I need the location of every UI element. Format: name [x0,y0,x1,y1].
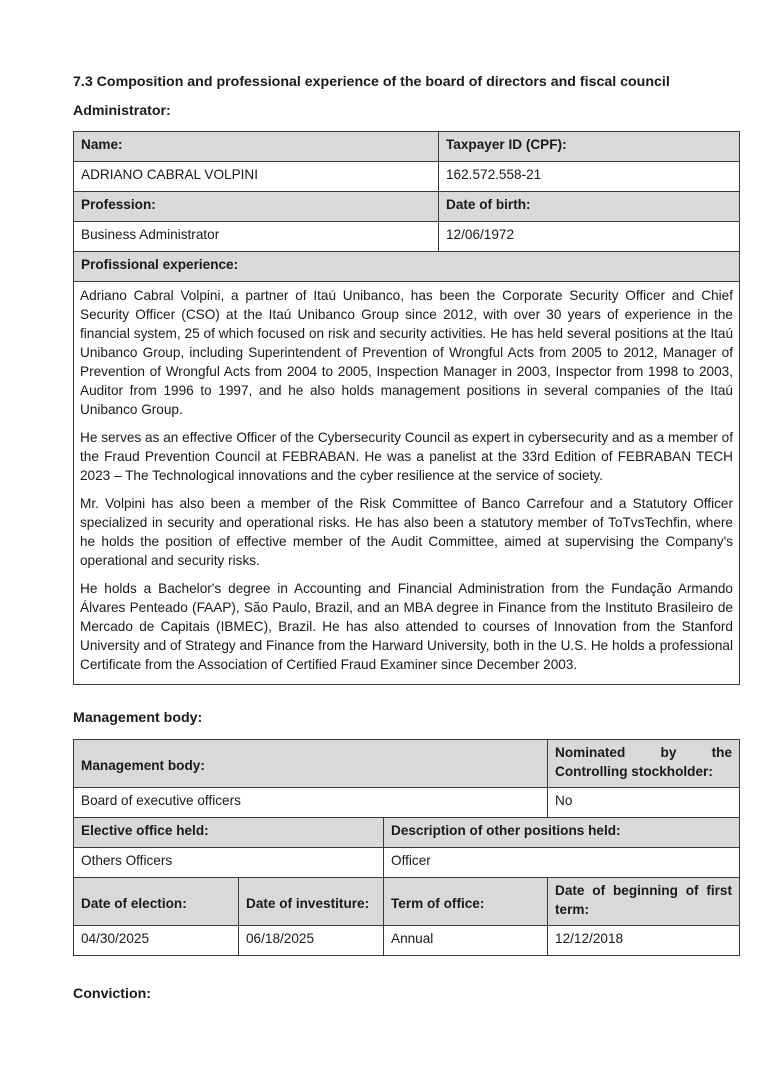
section-title: 7.3 Composition and professional experience of the board of directors and fiscal council [73,74,670,90]
management-table [73,739,740,956]
profession-value: Business Administrator [74,222,439,252]
conviction-label: Conviction: [73,986,152,1002]
experience-paragraph: He holds a Bachelor's degree in Accounting and Financial Administration from the Fundação Armando Álvares Penteado (FAAP), São Paulo, Brazil, and an MBA degree in Finance from the Instituto Brasileiro de Mercado de Capitais (IBMEC), Brazil. He has also attended to courses of Innovation from the Stanford University and of Strategy and Finance from the Harward University, both in the U.S. He holds a professional Certificate from the Association of Certified Fraud Examiner since December 2003. [80,581,733,672]
investiture-date-value: 06/18/2025 [239,926,384,956]
administrator-table [73,131,740,685]
cpf-label: Taxpayer ID (CPF): [439,132,740,162]
table-row [74,878,740,926]
table-row [74,740,740,788]
table-row [74,252,740,282]
experience-text [74,282,740,685]
elective-office-value: Others Officers [74,848,384,878]
experience-paragraph: Adriano Cabral Volpini, a partner of Itaú Unibanco, has been the Corporate Security Officer and Chief Security Officer (CSO) at the Itaú Unibanco Group since 2012, with over 30 years of experience in the financial system, 25 of which focused on risk and security activities. He has held several positions at the Itaú Unibanco Group, including Superintendent of Prevention of Wrongful Acts from 2005 to 2012, Manager of Prevention of Wrongful Acts from 2004 to 2005, Inspection Manager in 2003, Inspector from 1998 to 2003, Auditor from 1996 to 1997, and he also holds management positions in several companies of the Itaú Unibanco Group. [80,288,733,417]
term-label: Term of office: [384,878,548,926]
table-row [74,282,740,685]
management-body-value: Board of executive officers [74,788,548,818]
table-row [74,818,740,848]
first-term-label: Date of beginning of first term: [548,878,740,926]
election-date-label: Date of election: [74,878,239,926]
investiture-date-label: Date of investiture: [239,878,384,926]
first-term-value: 12/12/2018 [548,926,740,956]
table-row [74,162,740,192]
dob-value: 12/06/1972 [439,222,740,252]
other-positions-value: Officer [384,848,740,878]
dob-label: Date of birth: [439,192,740,222]
election-date-value: 04/30/2025 [74,926,239,956]
table-row [74,222,740,252]
profession-label: Profession: [74,192,439,222]
table-row [74,192,740,222]
administrator-label: Administrator: [73,103,171,119]
experience-paragraph: He serves as an effective Officer of the Cybersecurity Council as expert in cybersecurity and as a member of the Fraud Prevention Council at FEBRABAN. He was a panelist at the 33rd Edition of FEBRABAN TECH 2023 – The Technological innovations and the cyber resilience at the service of society. [80,430,733,483]
other-positions-label: Description of other positions held: [384,818,740,848]
table-row [74,926,740,956]
table-row [74,788,740,818]
table-row [74,132,740,162]
management-body-label: Management body: [74,740,548,788]
cpf-value: 162.572.558-21 [439,162,740,192]
nominated-value: No [548,788,740,818]
management-label: Management body: [73,710,203,726]
nominated-label: Nominated by the Controlling stockholder: [548,740,740,788]
table-row [74,848,740,878]
experience-paragraph: Mr. Volpini has also been a member of the Risk Committee of Banco Carrefour and a Statutory Officer specialized in security and operational risks. He has also been a statutory member of ToTvsTechfin, where he holds the position of effective member of the Audit Committee, aimed at supervising the Company's operational and security risks. [80,496,733,568]
name-label: Name: [74,132,439,162]
experience-label: Profissional experience: [74,252,740,282]
elective-office-label: Elective office held: [74,818,384,848]
name-value: ADRIANO CABRAL VOLPINI [74,162,439,192]
term-value: Annual [384,926,548,956]
